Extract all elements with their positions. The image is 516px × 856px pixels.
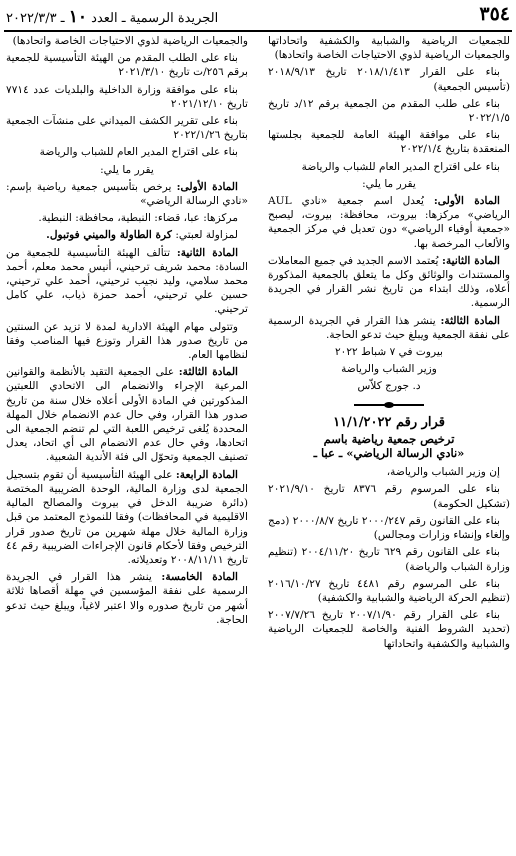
article-text: يُعدل اسم جمعية «نادي AUL الرياضي» مركزها: بيروت، محافظة: بيروت، ليصبح «جمعية أوفياء الرياضي» دون تعديل في مركز الجمعية والألعاب المرخصة بها. bbox=[268, 195, 510, 250]
right-column bbox=[268, 34, 510, 654]
article-4 bbox=[6, 468, 248, 567]
paragraph: بناء على اقتراح المدير العام للشباب والرياضة bbox=[39, 146, 238, 159]
article-text: على الهيئة التأسيسية أن تقوم بتسجيل الجمعية لدى وزارة المالية، الوحدة الضريبية المختصة (دائرة ضريبة الدخل في بيروت والمصالح المالية الاقليمية في المحافظات) وفقا للنموذج المعتمد من قبل وزارة المالية خلال مهلة شهرين من تاريخ صدور قرار الترخيص وفقا لأحكام قانون الإجراءات الضريبية رقم ٤٤ تاريخ ٢٠٠٨/١١/١١ وتعديلاته. bbox=[6, 468, 248, 566]
issue-number: ١٠ bbox=[68, 7, 88, 27]
sports-label: لمزاولة لعبتي: bbox=[175, 229, 238, 242]
header-rule bbox=[4, 30, 512, 32]
article-label: المادة الأولى: bbox=[433, 195, 500, 208]
paragraph: بناء على موافقة الهيئة العامة للجمعية بجلستها المنعقدة بتاريخ ٢٠٢٢/١/٤ bbox=[268, 129, 510, 156]
signer-title: وزير الشباب والرياضة bbox=[341, 363, 437, 376]
article-text: ينشر هذا القرار في الجريدة الرسمية على نفقة المؤسسين في مهلة أقصاها ثلاثة أشهر من تاريخ صدوره والا اعتبر لاغياً، ويبلغ حيث تدعو الحاجة. bbox=[6, 571, 248, 626]
article-label: المادة الخامسة: bbox=[161, 571, 238, 584]
article-text: ينشر هذا القرار في الجريدة الرسمية على نفقة الجمعية ويبلغ حيث تدعو الحاجة. bbox=[268, 314, 510, 341]
paragraph: والجمعيات الرياضية لذوي الاحتياجات الخاصة واتحادها) bbox=[12, 35, 248, 47]
decides-line: يقرر ما يلي: bbox=[100, 163, 154, 176]
paragraph: بناء على اقتراح المدير العام للشباب والرياضة bbox=[301, 160, 500, 173]
article-1 bbox=[268, 194, 510, 251]
paragraph: بناء على القرار ٢٠١٨/١/٤١٣ تاريخ ٢٠١٨/٩/١٣ (تأسيس الجمعية) bbox=[268, 66, 510, 93]
sports-line bbox=[6, 228, 248, 242]
article-label: المادة الثالثة: bbox=[440, 314, 501, 327]
decides-line: يقرر ما يلي: bbox=[362, 177, 416, 190]
decree-title: قرار رقم ١١/١/٢٠٢٢ bbox=[333, 414, 445, 430]
location-line: مركزها: عبا، قضاء: النبطية، محافظة: النبطية. bbox=[38, 212, 238, 225]
article-label: المادة الرابعة: bbox=[175, 468, 238, 481]
article-text: تتألف الهيئة التأسيسية للجمعية من السادة: محمد شريف ترحيني، أنيس محمد معلم، أحمد محمد سلامي، وليد نجيب ترحيني، أحمد علي ترحيني، حسين علي ترحيني، أحمد حمزة ذياب، علي كامل ترحيني. bbox=[6, 246, 248, 316]
paragraph: بناء على المرسوم رقم ٨٣٧٦ تاريخ ٢٠٢١/٩/١٠ (تشكيل الحكومة) bbox=[268, 483, 510, 510]
paragraph: للجمعيات الرياضية والشبابية والكشفية واتحاداتها والجمعيات الرياضية لذوي الاحتياجات الخاصة واتحادها) bbox=[268, 35, 510, 62]
paragraph: بناء على القرار رقم ٢٠٠٧/١/٩٠ تاريخ ٢٠٠٧/٧/٢٦ (تحديد الشروط الفنية والخاصة للجمعيات الرياضية والشبابية والكشفية واتحاداتها bbox=[268, 609, 510, 650]
article-3 bbox=[6, 365, 248, 464]
paragraph: بناء على تقرير الكشف الميداني على منشآت الجمعية بتاريخ ٢٠٢٢/١/٢٦ bbox=[6, 115, 248, 142]
section-separator bbox=[354, 402, 424, 408]
page-header bbox=[6, 3, 510, 29]
paragraph: وتتولى مهام الهيئة الادارية لمدة لا تزيد عن السنتين من تاريخ صدور هذا القرار وتوزع فيها المناصب وفقا لنظامها العام. bbox=[6, 320, 248, 362]
article-text: يرخص بتأسيس جمعية رياضية بإسم: «نادي الرسالة الرياضي» bbox=[6, 180, 248, 208]
left-column bbox=[6, 34, 248, 630]
decree-subtitle-line1: ترخيص جمعية رياضية باسم bbox=[323, 431, 455, 446]
issue-date: ـ ٢٠٢٢/٣/٣ bbox=[6, 11, 65, 26]
paragraph: بناء على الطلب المقدم من الهيئة التأسيسية للجمعية برقم ٢٥٦/ت تاريخ ٢٠٢١/٣/١٠ bbox=[6, 52, 248, 79]
paragraph: بناء على القانون رقم ٢٠٠٠/٢٤٧ تاريخ ٢٠٠٠/٨/٧ (دمج وإلغاء وإنشاء وزارات ومجالس) bbox=[268, 514, 510, 542]
paragraph: بناء على طلب المقدم من الجمعية برقم ١٢/د تاريخ ٢٠٢٢/١/٥ bbox=[268, 97, 510, 125]
article-text: على الجمعية التقيد بالأنظمة والقوانين المرعية الإجراء والانضمام الى الاتحادي اللعبتين المذكورتين في المادة الأولى أعلاه خلال سنة من تاريخ صدور هذا القرار، وفي حال عدم الانضمام خلال المهلة المحددة يُلغى ترخيص اللعبة التي لم تنضم الجمعية الى اتحادها، وفي حال عدم الانضمام الى أي اتحاد، يعدل تصنيف الجمعية وتحوّل الى فئة الأندية الشعبية. bbox=[6, 366, 248, 464]
sports-value: كرة الطاولة والميني فوتبول. bbox=[46, 229, 172, 242]
paragraph: بناء على القانون رقم ٦٢٩ تاريخ ٢٠٠٤/١١/٢٠ (تنظيم وزارة الشباب والرياضة) bbox=[268, 546, 510, 573]
article-2 bbox=[268, 254, 510, 311]
journal-name: الجريدة الرسمية ـ العدد bbox=[91, 11, 219, 26]
article-1 bbox=[6, 180, 248, 208]
decree-subtitle bbox=[268, 432, 510, 460]
article-label: المادة الثالثة: bbox=[178, 366, 238, 379]
journal-title bbox=[6, 7, 218, 27]
article-5 bbox=[6, 570, 248, 627]
article-label: المادة الثانية: bbox=[442, 254, 500, 267]
decree-subtitle-line2: «نادي الرسالة الرياضي» ـ عبا ـ bbox=[313, 446, 465, 461]
paragraph: بناء على المرسوم رقم ٤٤٨١ تاريخ ٢٠١٦/١٠/٢٧ (تنظيم الحركة الرياضية والشبابية والكشفية) bbox=[268, 577, 510, 604]
page-number: ٣٥٤ bbox=[479, 3, 510, 25]
paragraph: بناء على موافقة وزارة الداخلية والبلديات عدد ٧٧١٤ تاريخ ٢٠٢١/١٢/١٠ bbox=[6, 83, 248, 110]
article-label: المادة الثانية: bbox=[176, 246, 239, 259]
signer-name: د. جورج كلاّس bbox=[357, 380, 421, 393]
article-text: يُعتمد الاسم الجديد في جميع المعاملات والمستندات والوثائق وكل ما يتعلق بالجمعية المذكورة أعلاه، وذلك ابتداء من تاريخ نشر القرار في الجريدة الرسمية. bbox=[268, 254, 510, 310]
article-2 bbox=[6, 246, 248, 317]
article-label: المادة الأولى: bbox=[176, 180, 238, 193]
paragraph: إن وزير الشباب والرياضة، bbox=[386, 466, 500, 479]
place-date: بيروت في ٧ شباط ٢٠٢٢ bbox=[334, 346, 444, 359]
article-3 bbox=[268, 314, 510, 342]
